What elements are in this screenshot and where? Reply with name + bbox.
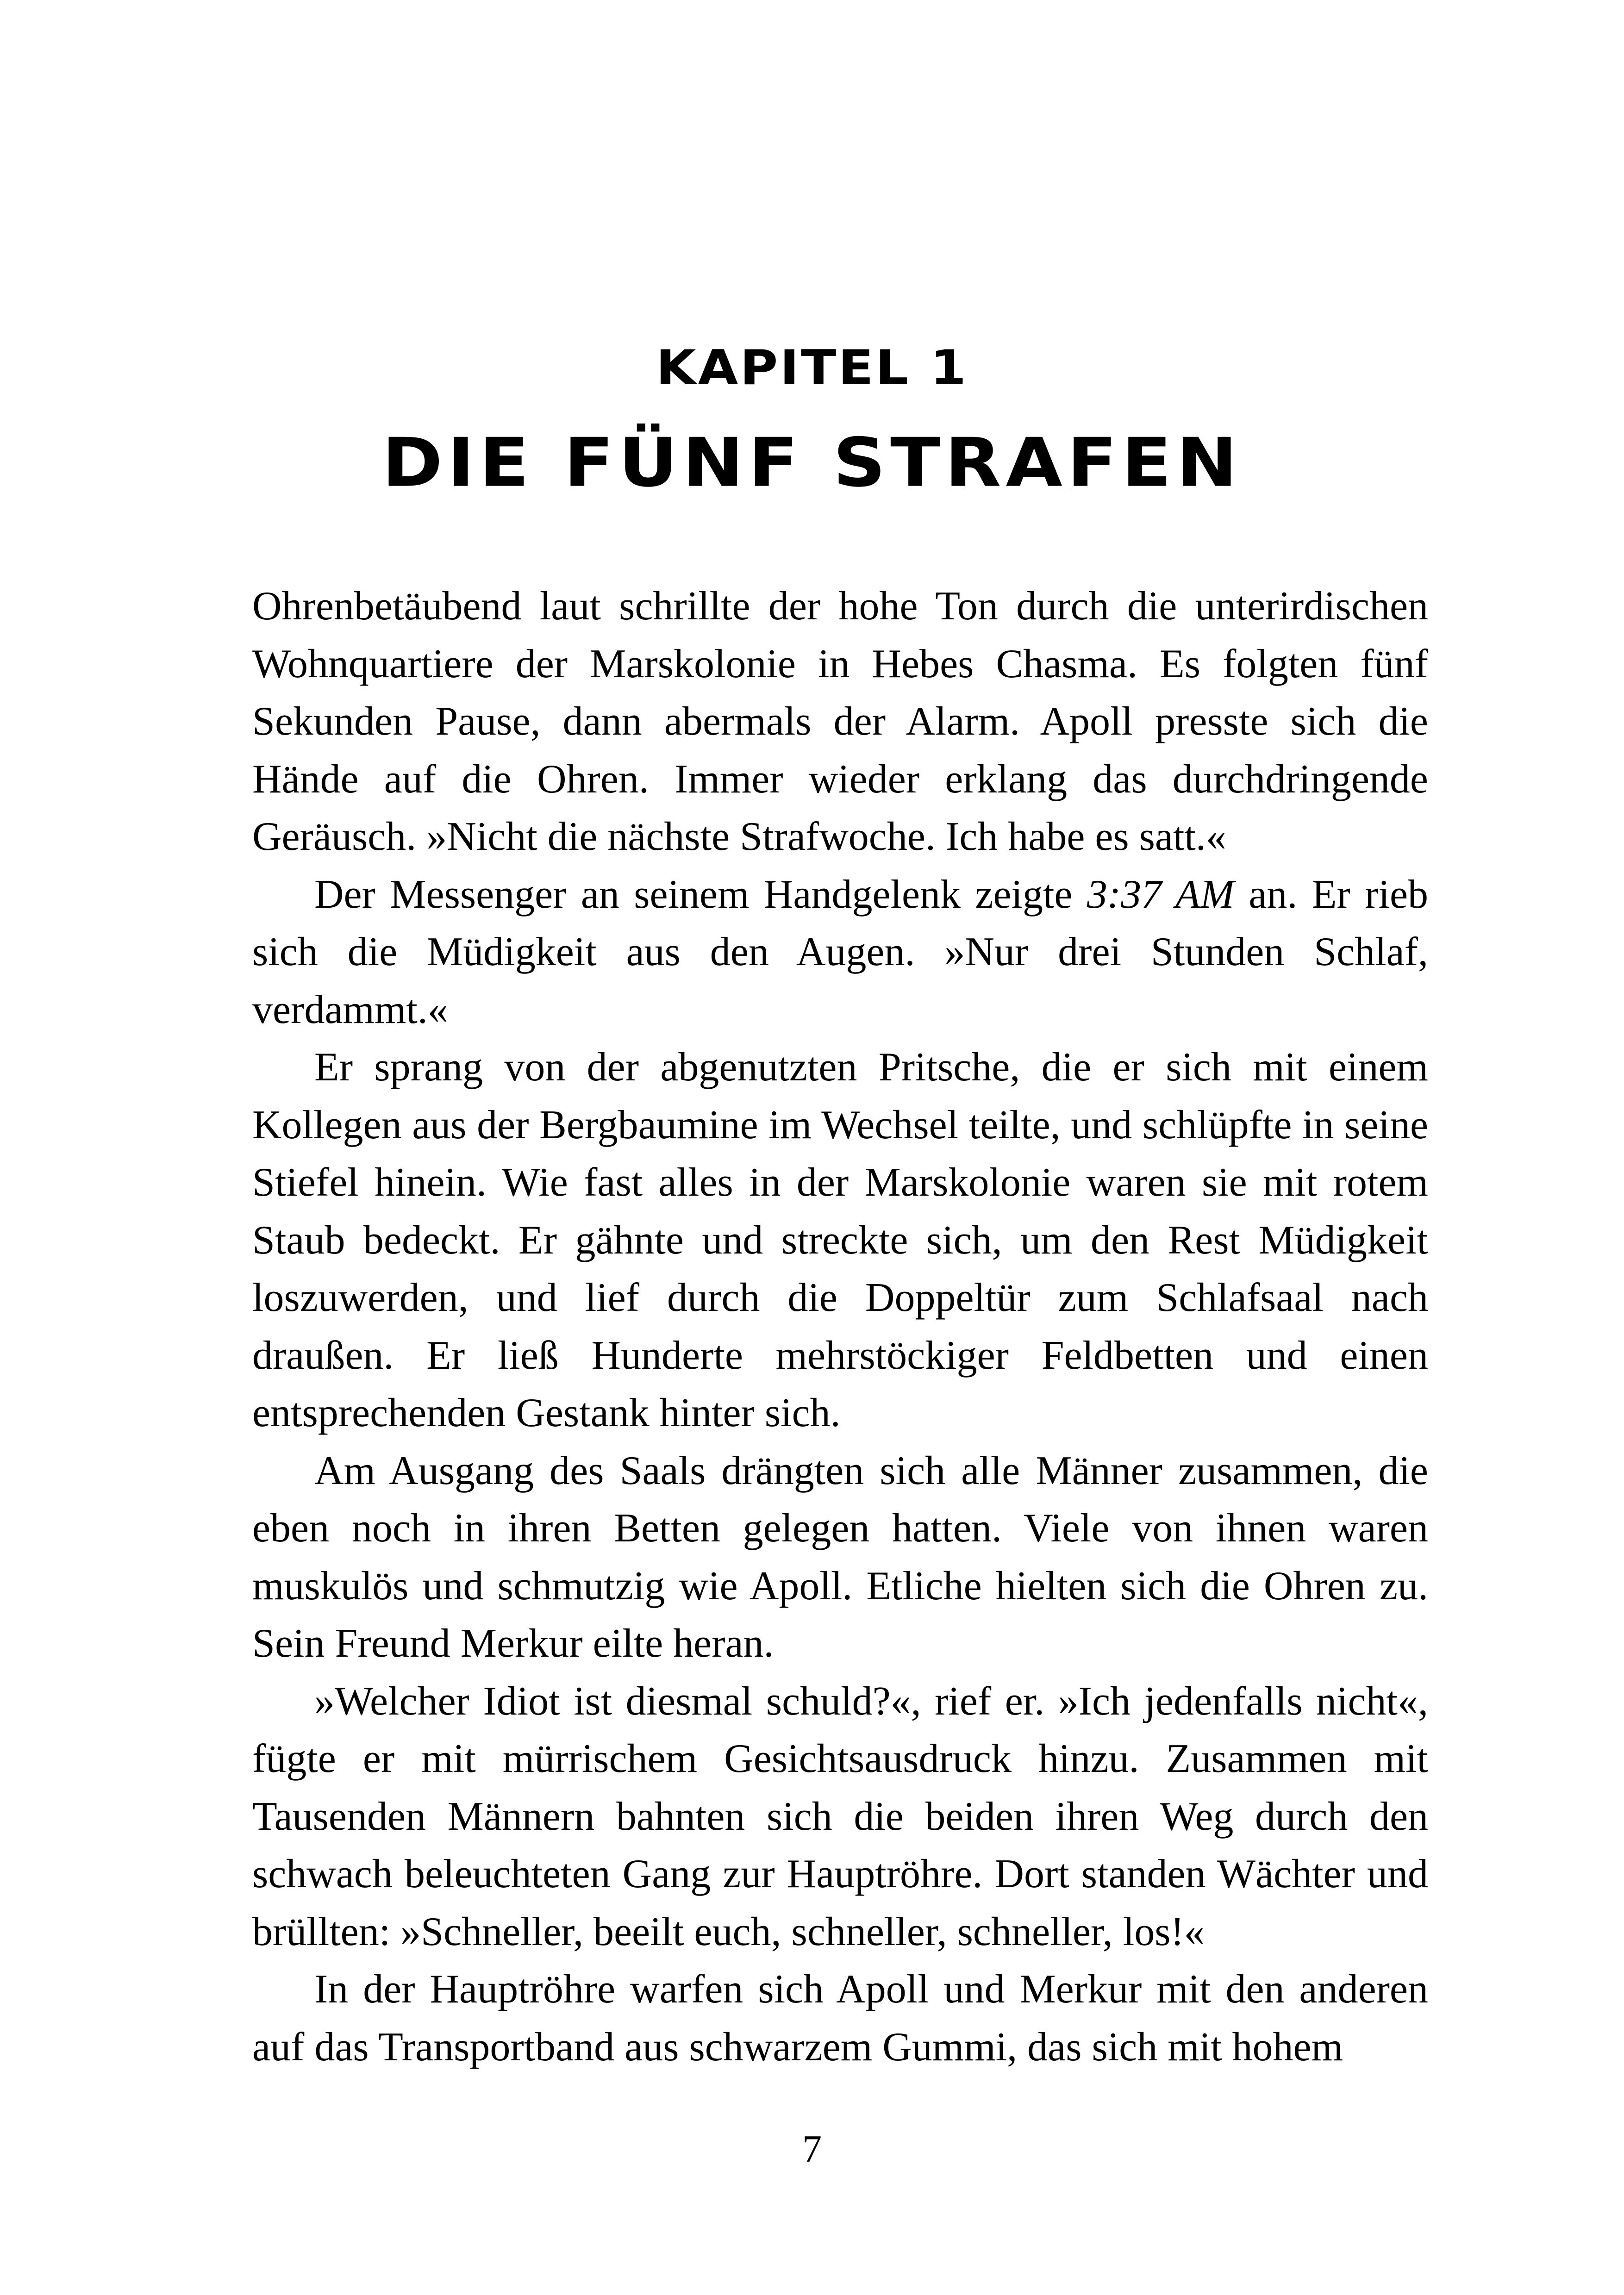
paragraph-text: »Welcher Idiot ist diesmal schuld?«, rief er. »Ich jedenfalls nicht«, fügte er mit mürrischem Gesichtsausdruck hinzu. Zusammen mit Tausenden Männern bahnten sich die beiden ihren Weg durch den schwach beleuchteten Gang zur Hauptröhre. Dort standen Wächter und brüllten: »Schneller, beeilt euch, schneller, schneller, los!« — [252, 1678, 1428, 1954]
chapter-title: DIE FÜNF STRAFEN — [382, 424, 1242, 502]
paragraph-text: an. Er rieb sich die Müdigkeit aus den Augen. »Nur drei Stunden Schlaf, verdammt.« — [252, 872, 1429, 1032]
paragraph — [252, 1961, 1428, 2076]
paragraph — [252, 1673, 1428, 1961]
paragraph — [252, 578, 1428, 866]
paragraph-text: In der Hauptröhre warfen sich Apoll und Merkur mit den anderen auf das Transportband aus schwarzem Gummi, das sich mit hohem — [252, 1967, 1428, 2070]
paragraph — [252, 866, 1428, 1039]
chapter-header — [0, 333, 1624, 509]
paragraph-text: Am Ausgang des Saals drängten sich alle Männer zusammen, die eben noch in ihren Betten gelegen hatten. Viele von ihnen waren muskulös und schmutzig wie Apoll. Etliche hielten sich die Ohren zu. Sein Freund Merkur eilte heran. — [252, 1448, 1428, 1666]
chapter-number: KAPITEL 1 — [656, 340, 968, 396]
page-number: 7 — [802, 2127, 822, 2170]
chapter-body-text — [252, 578, 1428, 2076]
paragraph-text: Der Messenger an seinem Handgelenk zeigte — [314, 872, 1087, 917]
italic-time-text: 3:37 AM — [1087, 872, 1234, 917]
paragraph-text: Er sprang von der abgenutzten Pritsche, die er sich mit einem Kollegen aus der Bergbaumine im Wechsel teilte, und schlüpfte in seine Stiefel hinein. Wie fast alles in der Marskolonie waren sie mit rotem Staub bedeckt. Er gähnte und streckte sich, um den Rest Müdigkeit loszuwerden, und lief durch die Doppeltür zum Schlafsaal nach draußen. Er ließ Hunderte mehrstöckiger Feldbetten und einen entsprechenden Gestank hinter sich. — [252, 1045, 1428, 1435]
paragraph — [252, 1039, 1428, 1442]
paragraph — [252, 1442, 1428, 1673]
paragraph-text: Ohrenbetäubend laut schrillte der hohe Ton durch die unterirdischen Wohnquartiere der Marskolonie in Hebes Chasma. Es folgten fünf Sekunden Pause, dann abermals der Alarm. Apoll presste sich die Hände auf die Ohren. Immer wieder erklang das durchdringende Geräusch. »Nicht die nächste Strafwoche. Ich habe es satt.« — [252, 584, 1428, 859]
